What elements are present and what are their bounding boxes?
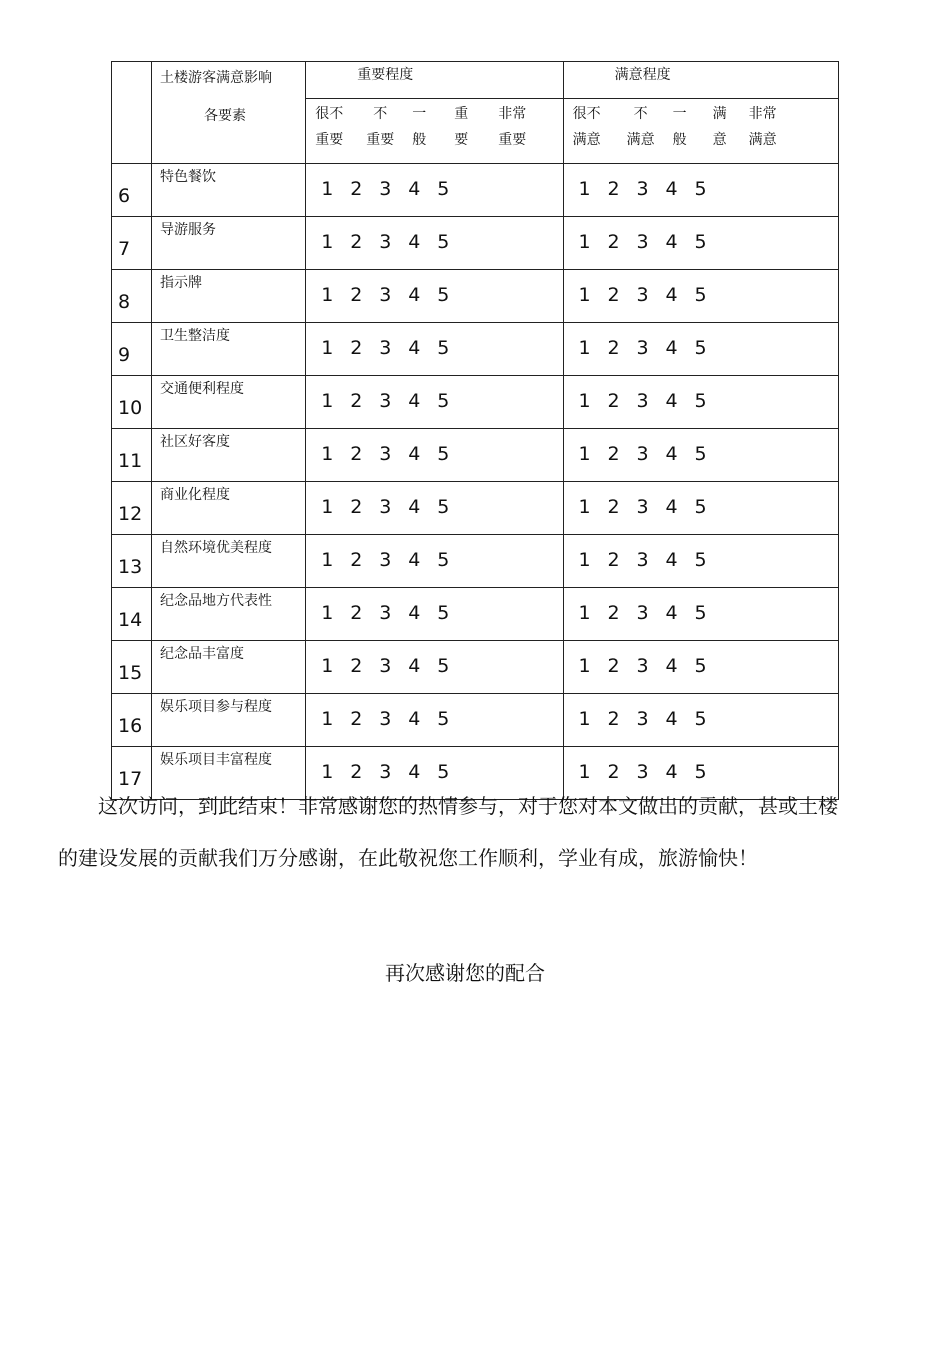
satisfaction-rating-option[interactable]: 3	[636, 708, 649, 730]
satisfaction-rating-option[interactable]: 5	[694, 496, 707, 518]
importance-rating-option[interactable]: 2	[350, 178, 363, 200]
satisfaction-rating-option[interactable]: 3	[636, 178, 649, 200]
importance-scale-label-bottom: 重要	[366, 132, 395, 148]
row-item-label: 商业化程度	[152, 482, 306, 535]
satisfaction-rating-option[interactable]: 3	[636, 655, 649, 677]
importance-rating-option[interactable]: 4	[408, 761, 421, 783]
table-row	[112, 323, 839, 376]
satisfaction-rating-option[interactable]: 2	[607, 443, 620, 465]
row-item-label: 导游服务	[152, 217, 306, 270]
importance-scale-label	[498, 101, 526, 153]
satisfaction-rating-option[interactable]: 5	[694, 178, 707, 200]
importance-rating-option[interactable]: 4	[408, 231, 421, 253]
row-number: 12	[118, 503, 143, 525]
importance-rating-cell	[306, 270, 563, 323]
satisfaction-scale-label-bottom: 意	[712, 132, 727, 148]
satisfaction-scale-label	[627, 101, 655, 153]
importance-rating-option[interactable]: 5	[437, 178, 450, 200]
importance-rating-option[interactable]: 5	[437, 337, 450, 359]
satisfaction-rating-option[interactable]: 4	[665, 708, 678, 730]
satisfaction-rating-option[interactable]: 4	[665, 655, 678, 677]
satisfaction-scale-label-top: 非常	[748, 106, 777, 122]
table-row	[112, 588, 839, 641]
importance-rating-option[interactable]: 4	[408, 708, 421, 730]
importance-rating-option[interactable]: 1	[321, 284, 334, 306]
row-item-label: 社区好客度	[152, 429, 306, 482]
importance-scale-label-top: 不	[373, 106, 388, 122]
satisfaction-rating-option[interactable]: 1	[578, 496, 591, 518]
satisfaction-rating-cell	[563, 270, 838, 323]
importance-rating-option[interactable]: 5	[437, 602, 450, 624]
satisfaction-rating-option[interactable]: 4	[665, 443, 678, 465]
satisfaction-rating-option[interactable]: 4	[665, 761, 678, 783]
satisfaction-rating-option[interactable]: 4	[665, 284, 678, 306]
importance-title: 重要程度	[357, 67, 414, 83]
importance-rating-option[interactable]: 5	[437, 549, 450, 571]
importance-rating-option[interactable]: 1	[321, 602, 334, 624]
importance-scale-label	[366, 101, 394, 153]
importance-rating-option[interactable]: 1	[321, 231, 334, 253]
importance-rating-option[interactable]: 3	[379, 178, 392, 200]
satisfaction-rating-option[interactable]: 2	[607, 284, 620, 306]
importance-scale	[306, 99, 563, 164]
satisfaction-rating-option[interactable]: 5	[694, 655, 707, 677]
row-number-cell	[112, 482, 152, 535]
importance-rating-option[interactable]: 3	[379, 443, 392, 465]
importance-rating-option[interactable]: 1	[321, 761, 334, 783]
row-number-cell	[112, 270, 152, 323]
importance-scale-label-bottom: 重要	[315, 132, 344, 148]
satisfaction-rating-cell	[563, 323, 838, 376]
importance-rating-option[interactable]: 5	[437, 284, 450, 306]
satisfaction-rating-option[interactable]: 3	[636, 761, 649, 783]
satisfaction-rating-option[interactable]: 3	[636, 496, 649, 518]
row-number: 6	[118, 185, 131, 207]
satisfaction-rating-option[interactable]: 4	[665, 390, 678, 412]
satisfaction-rating-option[interactable]: 2	[607, 602, 620, 624]
satisfaction-rating-option[interactable]: 2	[607, 708, 620, 730]
importance-rating-option[interactable]: 4	[408, 496, 421, 518]
importance-rating-option[interactable]: 1	[321, 549, 334, 571]
row-number: 10	[118, 397, 143, 419]
importance-rating-option[interactable]: 5	[437, 708, 450, 730]
table-row	[112, 694, 839, 747]
table-row	[112, 641, 839, 694]
importance-rating-option[interactable]: 2	[350, 496, 363, 518]
row-item-label: 纪念品地方代表性	[152, 588, 306, 641]
satisfaction-rating-option[interactable]: 5	[694, 443, 707, 465]
importance-rating-option[interactable]: 2	[350, 655, 363, 677]
importance-scale-label	[412, 101, 426, 153]
satisfaction-rating-option[interactable]: 3	[636, 284, 649, 306]
row-number: 9	[118, 344, 131, 366]
row-item-label: 自然环境优美程度	[152, 535, 306, 588]
importance-rating-option[interactable]: 5	[437, 655, 450, 677]
importance-rating-cell	[306, 482, 563, 535]
satisfaction-rating-option[interactable]: 2	[607, 496, 620, 518]
satisfaction-rating-option[interactable]: 3	[636, 443, 649, 465]
header-item-cell	[152, 62, 306, 164]
satisfaction-rating-option[interactable]: 4	[665, 602, 678, 624]
satisfaction-rating-option[interactable]: 1	[578, 337, 591, 359]
importance-rating-option[interactable]: 5	[437, 496, 450, 518]
row-number: 8	[118, 291, 131, 313]
satisfaction-rating-option[interactable]: 5	[694, 337, 707, 359]
satisfaction-scale-label-top: 不	[633, 106, 648, 122]
importance-rating-option[interactable]: 1	[321, 496, 334, 518]
survey-table	[111, 61, 839, 800]
importance-rating-cell	[306, 376, 563, 429]
satisfaction-rating-option[interactable]: 3	[636, 390, 649, 412]
satisfaction-rating-cell	[563, 482, 838, 535]
importance-rating-cell	[306, 164, 563, 217]
importance-rating-cell	[306, 429, 563, 482]
row-number: 17	[118, 768, 143, 790]
table-row	[112, 270, 839, 323]
satisfaction-scale-label-top: 满	[712, 106, 727, 122]
satisfaction-rating-option[interactable]: 5	[694, 390, 707, 412]
importance-rating-option[interactable]: 3	[379, 708, 392, 730]
importance-scale-label	[454, 101, 468, 153]
satisfaction-rating-cell	[563, 588, 838, 641]
importance-rating-option[interactable]: 1	[321, 655, 334, 677]
importance-rating-option[interactable]: 1	[321, 443, 334, 465]
satisfaction-rating-cell	[563, 535, 838, 588]
row-number-cell	[112, 323, 152, 376]
satisfaction-rating-option[interactable]: 5	[694, 761, 707, 783]
importance-scale-label-top: 重	[454, 106, 469, 122]
satisfaction-rating-option[interactable]: 5	[694, 231, 707, 253]
satisfaction-scale-label-top: 很不	[572, 106, 601, 122]
importance-rating-option[interactable]: 5	[437, 231, 450, 253]
importance-rating-option[interactable]: 4	[408, 655, 421, 677]
satisfaction-rating-option[interactable]: 1	[578, 390, 591, 412]
satisfaction-rating-option[interactable]: 2	[607, 231, 620, 253]
row-item-label: 指示牌	[152, 270, 306, 323]
table-row	[112, 535, 839, 588]
header-row	[112, 62, 839, 99]
importance-rating-cell	[306, 535, 563, 588]
importance-rating-option[interactable]: 4	[408, 443, 421, 465]
importance-rating-option[interactable]: 2	[350, 761, 363, 783]
row-item-label: 特色餐饮	[152, 164, 306, 217]
table-row	[112, 482, 839, 535]
header-item-subtitle: 各要素	[204, 108, 247, 124]
importance-scale-label-bottom: 般	[412, 132, 427, 148]
table-row	[112, 429, 839, 482]
satisfaction-scale-label-top: 一	[672, 106, 687, 122]
satisfaction-rating-cell	[563, 217, 838, 270]
satisfaction-rating-option[interactable]: 4	[665, 337, 678, 359]
importance-rating-option[interactable]: 4	[408, 549, 421, 571]
importance-scale-label-top: 很不	[315, 106, 344, 122]
satisfaction-rating-option[interactable]: 1	[578, 284, 591, 306]
satisfaction-rating-option[interactable]: 1	[578, 655, 591, 677]
table-row	[112, 376, 839, 429]
row-number: 13	[118, 556, 143, 578]
importance-rating-option[interactable]: 3	[379, 231, 392, 253]
satisfaction-rating-option[interactable]: 1	[578, 761, 591, 783]
row-item-label: 娱乐项目丰富程度	[152, 747, 306, 800]
satisfaction-rating-option[interactable]: 3	[636, 231, 649, 253]
satisfaction-rating-cell	[563, 376, 838, 429]
importance-scale-label-top: 非常	[498, 106, 527, 122]
satisfaction-scale-label	[673, 101, 687, 153]
importance-scale-label-bottom: 要	[454, 132, 469, 148]
row-number: 16	[118, 715, 143, 737]
importance-rating-option[interactable]: 5	[437, 761, 450, 783]
satisfaction-rating-option[interactable]: 5	[694, 284, 707, 306]
importance-rating-option[interactable]: 3	[379, 549, 392, 571]
satisfaction-rating-option[interactable]: 5	[694, 602, 707, 624]
importance-rating-option[interactable]: 4	[408, 337, 421, 359]
satisfaction-scale-label	[749, 101, 777, 153]
row-item-label: 交通便利程度	[152, 376, 306, 429]
row-number: 14	[118, 609, 143, 631]
table-row	[112, 164, 839, 217]
satisfaction-rating-option[interactable]: 4	[665, 549, 678, 571]
row-number: 7	[118, 238, 131, 260]
importance-rating-option[interactable]: 4	[408, 390, 421, 412]
row-number-cell	[112, 376, 152, 429]
closing-paragraph: 这次访问，到此结束！非常感谢您的热情参与，对于您对本文做出的贡献，甚或土楼的建设发展的贡献我们万分感谢，在此敬祝您工作顺利，学业有成，旅游愉快！	[58, 794, 838, 870]
row-item-label: 纪念品丰富度	[152, 641, 306, 694]
satisfaction-rating-option[interactable]: 3	[636, 602, 649, 624]
importance-rating-option[interactable]: 5	[437, 390, 450, 412]
satisfaction-rating-option[interactable]: 5	[694, 708, 707, 730]
importance-rating-option[interactable]: 2	[350, 390, 363, 412]
satisfaction-rating-option[interactable]: 4	[665, 178, 678, 200]
importance-rating-option[interactable]: 3	[379, 337, 392, 359]
importance-rating-option[interactable]: 3	[379, 496, 392, 518]
row-number-cell	[112, 164, 152, 217]
satisfaction-group-header	[563, 62, 838, 99]
header-number-cell	[112, 62, 152, 164]
satisfaction-rating-option[interactable]: 1	[578, 708, 591, 730]
importance-rating-option[interactable]: 2	[350, 549, 363, 571]
satisfaction-rating-cell	[563, 164, 838, 217]
satisfaction-rating-option[interactable]: 2	[607, 761, 620, 783]
satisfaction-rating-option[interactable]: 2	[607, 390, 620, 412]
importance-rating-option[interactable]: 5	[437, 443, 450, 465]
importance-rating-option[interactable]: 2	[350, 602, 363, 624]
importance-rating-option[interactable]: 2	[350, 708, 363, 730]
importance-rating-option[interactable]: 2	[350, 337, 363, 359]
importance-rating-option[interactable]: 1	[321, 178, 334, 200]
satisfaction-rating-option[interactable]: 3	[636, 337, 649, 359]
importance-rating-option[interactable]: 3	[379, 655, 392, 677]
satisfaction-rating-cell	[563, 641, 838, 694]
importance-rating-option[interactable]: 3	[379, 390, 392, 412]
importance-rating-option[interactable]: 1	[321, 337, 334, 359]
satisfaction-rating-option[interactable]: 4	[665, 496, 678, 518]
row-number-cell	[112, 429, 152, 482]
importance-rating-option[interactable]: 3	[379, 602, 392, 624]
satisfaction-rating-option[interactable]: 2	[607, 655, 620, 677]
closing-thanks: 再次感谢您的配合	[385, 961, 545, 985]
importance-rating-option[interactable]: 4	[408, 602, 421, 624]
row-number-cell	[112, 694, 152, 747]
row-number: 11	[118, 450, 143, 472]
row-number-cell	[112, 217, 152, 270]
importance-rating-option[interactable]: 4	[408, 178, 421, 200]
importance-rating-cell	[306, 694, 563, 747]
row-item-label: 娱乐项目参与程度	[152, 694, 306, 747]
satisfaction-rating-option[interactable]: 1	[578, 443, 591, 465]
satisfaction-title: 满意程度	[614, 67, 671, 83]
satisfaction-scale-label-bottom: 满意	[626, 132, 655, 148]
importance-rating-option[interactable]: 4	[408, 284, 421, 306]
satisfaction-scale-label-bottom: 般	[672, 132, 687, 148]
header-item-title: 土楼游客满意影响	[160, 70, 273, 86]
satisfaction-rating-option[interactable]: 2	[607, 549, 620, 571]
satisfaction-scale	[563, 99, 838, 164]
satisfaction-scale-label	[573, 101, 601, 153]
row-number-cell	[112, 641, 152, 694]
importance-rating-option[interactable]: 2	[350, 231, 363, 253]
importance-rating-option[interactable]: 1	[321, 708, 334, 730]
importance-group-header	[306, 62, 563, 99]
satisfaction-rating-option[interactable]: 1	[578, 549, 591, 571]
importance-scale-label-top: 一	[412, 106, 427, 122]
satisfaction-scale-label-bottom: 满意	[748, 132, 777, 148]
satisfaction-scale-label	[713, 101, 727, 153]
importance-rating-option[interactable]: 1	[321, 390, 334, 412]
row-number-cell	[112, 588, 152, 641]
satisfaction-rating-cell	[563, 429, 838, 482]
satisfaction-rating-option[interactable]: 4	[665, 231, 678, 253]
importance-rating-cell	[306, 323, 563, 376]
satisfaction-rating-option[interactable]: 2	[607, 337, 620, 359]
row-item-label: 卫生整洁度	[152, 323, 306, 376]
importance-scale-label-bottom: 重要	[498, 132, 527, 148]
satisfaction-rating-option[interactable]: 1	[578, 231, 591, 253]
row-number: 15	[118, 662, 143, 684]
importance-rating-option[interactable]: 2	[350, 284, 363, 306]
importance-rating-cell	[306, 217, 563, 270]
importance-rating-option[interactable]: 3	[379, 761, 392, 783]
satisfaction-scale-label-bottom: 满意	[572, 132, 601, 148]
importance-rating-cell	[306, 641, 563, 694]
satisfaction-rating-option[interactable]: 3	[636, 549, 649, 571]
importance-rating-option[interactable]: 3	[379, 284, 392, 306]
importance-rating-option[interactable]: 2	[350, 443, 363, 465]
satisfaction-rating-option[interactable]: 2	[607, 178, 620, 200]
satisfaction-rating-option[interactable]: 5	[694, 549, 707, 571]
satisfaction-rating-option[interactable]: 1	[578, 178, 591, 200]
importance-rating-cell	[306, 588, 563, 641]
table-row	[112, 217, 839, 270]
row-number-cell	[112, 535, 152, 588]
satisfaction-rating-option[interactable]: 1	[578, 602, 591, 624]
importance-scale-label	[315, 101, 343, 153]
satisfaction-rating-cell	[563, 694, 838, 747]
